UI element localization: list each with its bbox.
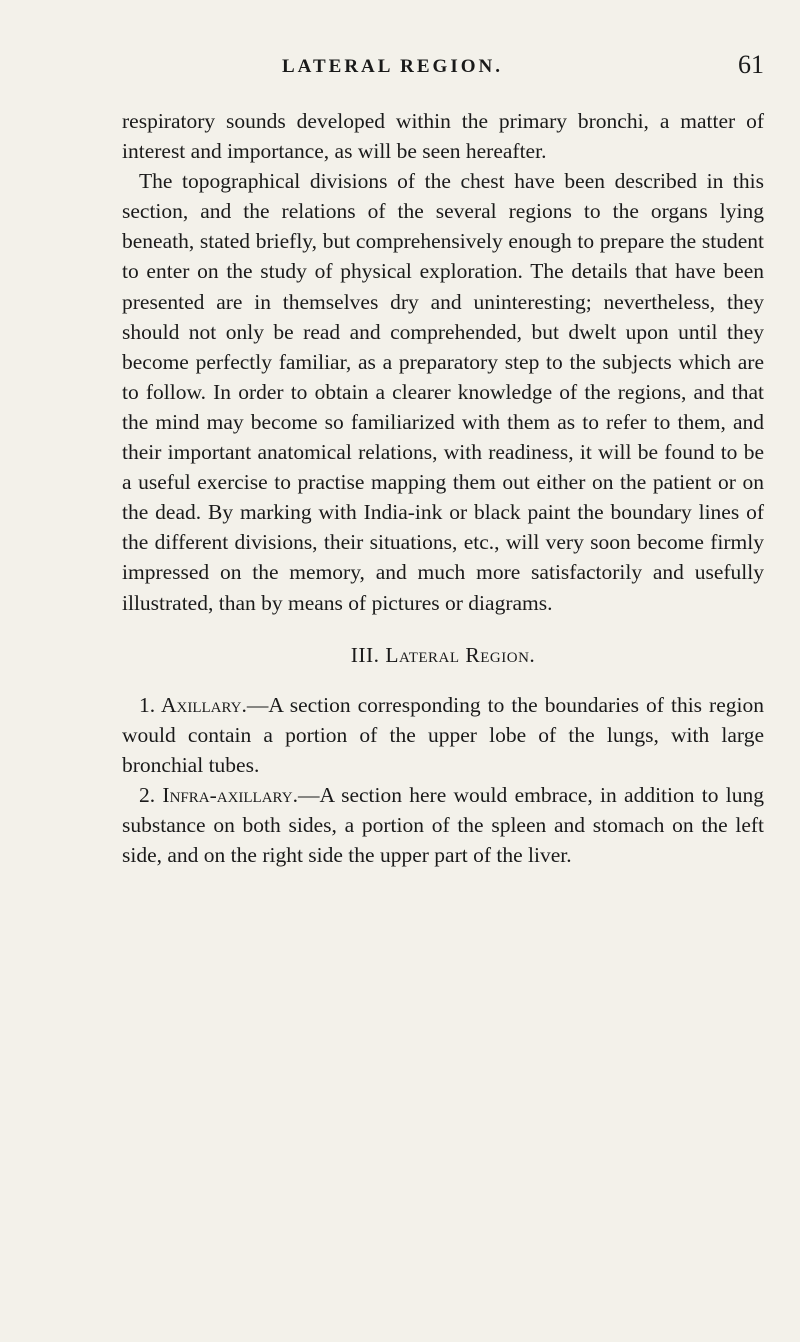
item-text: —A section here would embrace, in addition to lung substance on both sides, a portion of the spleen and stomach on the left side, and on the right side the upper part of the liver. (122, 782, 764, 868)
section-heading (122, 640, 764, 670)
running-head (122, 50, 764, 86)
section-numeral: III. (350, 642, 380, 667)
list-item-axillary (122, 690, 764, 780)
running-title: LATERAL REGION. (282, 56, 503, 77)
body-text (122, 106, 764, 870)
list-item-infra-axillary (122, 780, 764, 870)
item-label: 1. Axillary. (139, 692, 247, 717)
item-label: 2. Infra-axillary. (139, 782, 298, 807)
page-number: 61 (738, 50, 764, 79)
paragraph-topographical-divisions: The topographical divisions of the chest have been described in this section, and the relations of the several regions to the organs lying beneath, stated briefly, but comprehensively enough to prepare the student to enter on the study of physical exploration. The details that have been presented are in themselves dry and uninteresting; nevertheless, they should not only be read and comprehended, but dwelt upon until they become perfectly familiar, as a preparatory step to the subjects which are to follow. In order to obtain a clearer knowledge of the regions, and that the mind may become so familiarized with them as to refer to them, and their important anatomical relations, with readiness, it will be found to be a useful exercise to practise mapping them out either on the patient or on the dead. By marking with India-ink or black paint the boundary lines of the different divisions, their situations, etc., will very soon become firmly impressed on the memory, and much more satisfactorily and usefully illustrated, than by means of pictures or diagrams. (122, 169, 764, 615)
section-title: Lateral Region. (385, 642, 536, 667)
paragraph-continuation: respiratory sounds developed within the primary bronchi, a matter of interest and importance, as will be seen hereafter. (122, 109, 764, 164)
item-text: —A section corresponding to the boundaries of this region would contain a portion of the upper lobe of the lungs, with large bronchial tubes. (122, 692, 764, 777)
